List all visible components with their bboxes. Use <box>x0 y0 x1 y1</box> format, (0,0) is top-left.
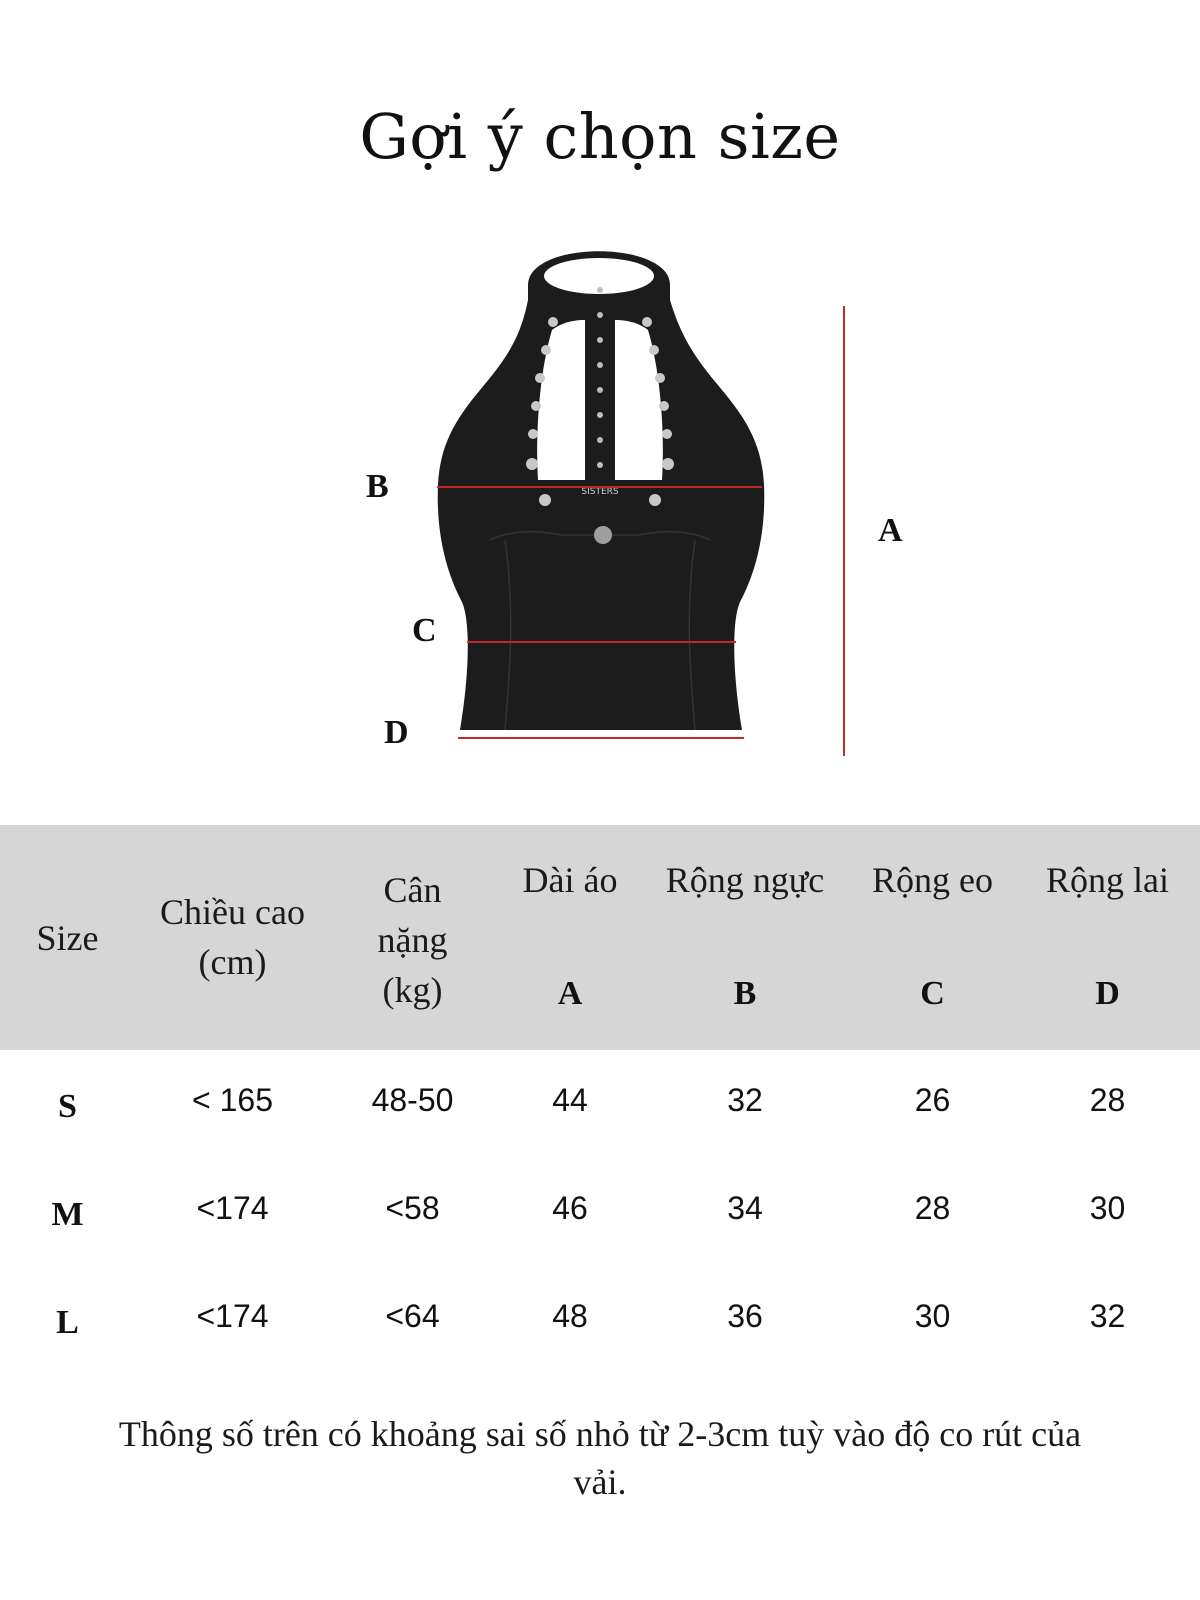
cell-length: 44 <box>552 1082 588 1118</box>
cell-chest: 32 <box>727 1082 763 1118</box>
label-a: A <box>878 512 903 549</box>
halter-top-illustration <box>0 230 1200 770</box>
cell-weight: 48-50 <box>371 1082 454 1118</box>
cell-height: <174 <box>196 1298 269 1334</box>
cell-waist: 26 <box>914 1082 951 1118</box>
cell-chest: 36 <box>727 1298 763 1334</box>
page-title: Gợi ý chọn size <box>359 100 841 173</box>
sizing-note: Thông số trên có khoảng sai số nhỏ từ 2-3cm tuỳ vào độ co rút của vải. <box>118 1414 1082 1502</box>
header-chest: Rộng ngực <box>665 860 825 900</box>
cell-waist: 30 <box>914 1298 951 1334</box>
cell-length: 46 <box>552 1190 588 1226</box>
header-size: Size <box>36 918 99 958</box>
cell-waist: 28 <box>914 1190 951 1226</box>
cell-size: S <box>58 1088 77 1125</box>
table-row <box>0 1190 1200 1250</box>
brand-tag: SISTERS <box>581 487 619 497</box>
cell-hem: 32 <box>1089 1298 1126 1334</box>
logo-charm <box>594 526 612 544</box>
label-d: D <box>384 714 409 751</box>
size-table-header <box>0 825 1200 1050</box>
cell-hem: 30 <box>1089 1190 1126 1226</box>
header-letter-d: D <box>1095 975 1120 1012</box>
cell-hem: 28 <box>1089 1082 1126 1118</box>
header-length: Dài áo <box>522 860 618 900</box>
cell-height: < 165 <box>192 1082 273 1118</box>
header-height: Chiều cao (cm) <box>160 892 305 982</box>
label-b: B <box>366 468 389 505</box>
cell-weight: <64 <box>385 1298 440 1334</box>
header-letter-c: C <box>920 975 945 1012</box>
header-weight: Cân nặng (kg) <box>377 870 448 1010</box>
table-row <box>0 1298 1200 1358</box>
cell-size: L <box>56 1304 79 1341</box>
cell-height: <174 <box>196 1190 269 1226</box>
garment-diagram <box>0 230 1200 770</box>
table-row <box>0 1082 1200 1142</box>
cell-chest: 34 <box>727 1190 763 1226</box>
header-letter-b: B <box>733 975 757 1012</box>
cell-weight: <58 <box>385 1190 440 1226</box>
label-c: C <box>412 612 437 649</box>
cell-size: M <box>51 1196 84 1233</box>
header-waist: Rộng eo <box>872 860 993 900</box>
cell-length: 48 <box>552 1298 588 1334</box>
header-hem: Rộng lai <box>1046 860 1169 900</box>
header-letter-a: A <box>557 975 583 1012</box>
